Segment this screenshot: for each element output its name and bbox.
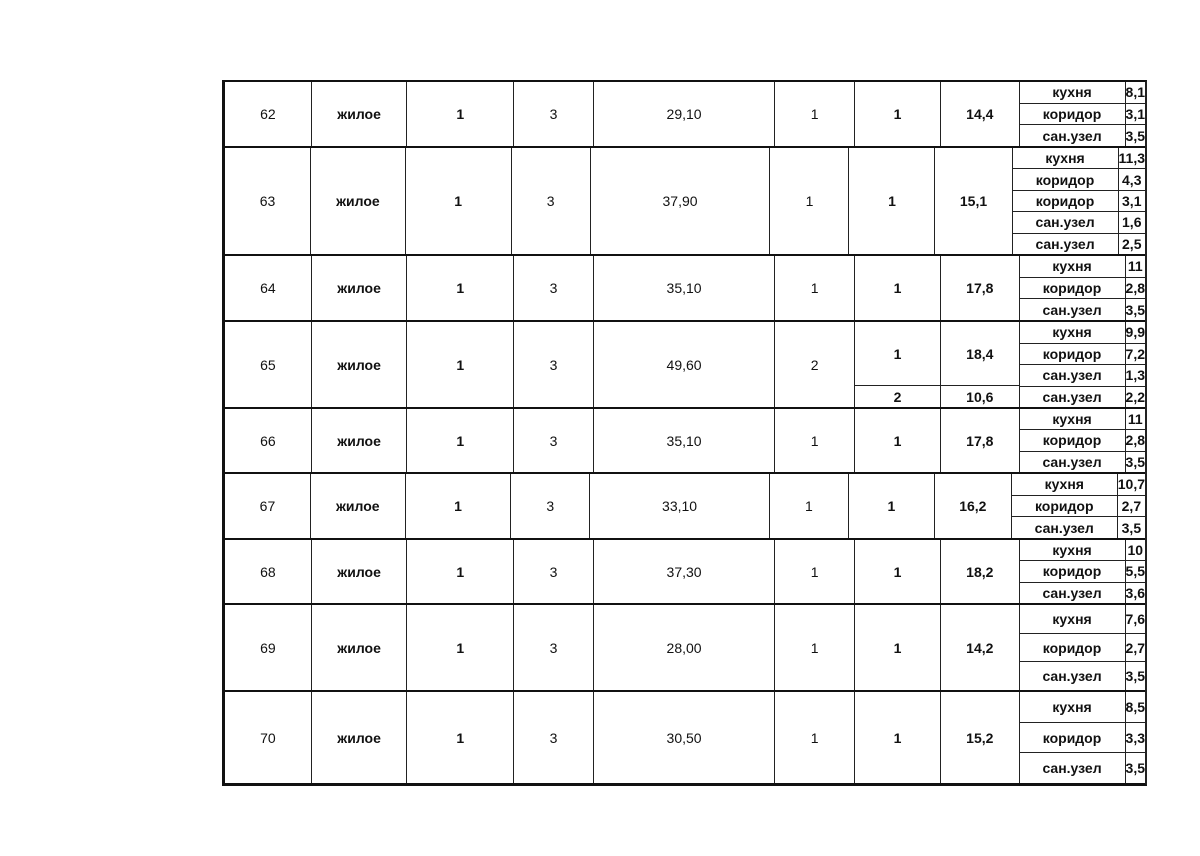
aux-name: коридор <box>1020 561 1126 581</box>
aux-area: 2,7 <box>1125 639 1145 656</box>
room-number: 1 <box>855 322 941 385</box>
unit-room-count: 1 <box>775 540 855 603</box>
aux-area: 3,1 <box>1125 106 1145 122</box>
room-area: 17,8 <box>966 432 994 449</box>
unit-total-area: 29,10 <box>594 82 775 146</box>
aux-name: сан.узел <box>1020 583 1126 603</box>
unit-k: 3 <box>514 322 594 407</box>
room-list <box>855 322 1019 407</box>
aux-list <box>1020 692 1145 783</box>
room-area: 14,4 <box>966 106 994 122</box>
aux-name: сан.узел <box>1020 452 1126 472</box>
aux-area: 10,7 <box>1117 476 1145 493</box>
premises-table <box>222 80 1147 786</box>
aux-name: кухня <box>1020 256 1126 277</box>
unit-floor: 1 <box>407 409 514 472</box>
table-row <box>225 692 1145 783</box>
table-row <box>225 256 1145 322</box>
table-row <box>225 605 1145 692</box>
aux-name: кухня <box>1020 409 1126 429</box>
aux-area: 3,5 <box>1125 760 1145 777</box>
aux-area: 11 <box>1127 258 1143 275</box>
unit-type: жилое <box>312 540 408 603</box>
room-list <box>855 256 1019 320</box>
aux-name: коридор <box>1013 169 1119 189</box>
unit-number: 62 <box>225 82 312 146</box>
room-number: 1 <box>855 605 941 690</box>
room-list <box>849 148 1012 254</box>
unit-number: 68 <box>225 540 312 603</box>
aux-name: коридор <box>1020 104 1126 125</box>
unit-type: жилое <box>312 82 408 146</box>
aux-name: сан.узел <box>1020 125 1126 146</box>
aux-area: 7,2 <box>1125 345 1145 362</box>
unit-total-area: 37,30 <box>594 540 775 603</box>
aux-list <box>1012 474 1145 538</box>
unit-k: 3 <box>514 692 594 783</box>
unit-number: 66 <box>225 409 312 472</box>
unit-floor: 1 <box>407 540 514 603</box>
table-row <box>225 474 1145 540</box>
unit-room-count: 1 <box>775 692 855 783</box>
room-number: 1 <box>855 409 941 472</box>
aux-area: 2,5 <box>1122 235 1142 252</box>
unit-total-area: 35,10 <box>594 256 775 320</box>
unit-k: 3 <box>514 256 594 320</box>
room-list <box>855 82 1019 146</box>
unit-type: жилое <box>312 409 408 472</box>
aux-name: коридор <box>1020 430 1126 450</box>
unit-room-count: 1 <box>775 409 855 472</box>
aux-area: 2,8 <box>1125 280 1145 296</box>
aux-area: 3,5 <box>1125 668 1145 685</box>
room-number: 1 <box>849 474 935 538</box>
unit-number: 63 <box>225 148 311 254</box>
aux-name: кухня <box>1020 540 1126 560</box>
aux-area: 8,1 <box>1125 84 1145 101</box>
aux-list <box>1020 409 1145 472</box>
room-list <box>855 409 1019 472</box>
unit-number: 69 <box>225 605 312 690</box>
unit-room-count: 1 <box>770 474 849 538</box>
unit-room-count: 1 <box>775 605 855 690</box>
unit-type: жилое <box>312 322 408 407</box>
aux-name: коридор <box>1012 496 1118 517</box>
unit-type: жилое <box>311 474 406 538</box>
room-area: 14,2 <box>966 639 994 656</box>
unit-number: 70 <box>225 692 312 783</box>
room-number: 1 <box>849 148 935 254</box>
aux-area: 11,3 <box>1118 150 1145 167</box>
aux-name: сан.узел <box>1013 212 1119 232</box>
unit-total-area: 37,90 <box>591 148 771 254</box>
unit-k: 3 <box>514 540 594 603</box>
unit-room-count: 2 <box>775 322 855 407</box>
aux-list <box>1020 82 1145 146</box>
aux-area: 5,5 <box>1125 563 1145 580</box>
room-number: 1 <box>855 540 941 603</box>
aux-name: коридор <box>1020 723 1126 753</box>
table-row <box>225 82 1145 148</box>
aux-name: кухня <box>1020 605 1126 633</box>
unit-total-area: 30,50 <box>594 692 775 783</box>
unit-type: жилое <box>312 692 408 783</box>
aux-area: 3,6 <box>1125 584 1145 601</box>
unit-floor: 1 <box>406 474 512 538</box>
aux-name: сан.узел <box>1020 662 1126 690</box>
aux-list <box>1020 605 1145 690</box>
aux-area: 9,9 <box>1125 324 1145 341</box>
unit-k: 3 <box>514 82 594 146</box>
room-area: 18,2 <box>966 563 994 580</box>
room-number: 1 <box>855 256 941 320</box>
room-area: 16,2 <box>959 498 987 514</box>
unit-floor: 1 <box>407 256 514 320</box>
unit-k: 3 <box>512 148 591 254</box>
unit-floor: 1 <box>406 148 512 254</box>
aux-area: 2,8 <box>1125 432 1145 449</box>
room-area: 10,6 <box>966 388 994 405</box>
room-number: 2 <box>855 386 941 407</box>
aux-area: 3,1 <box>1122 193 1142 210</box>
unit-total-area: 49,60 <box>594 322 775 407</box>
room-number: 1 <box>855 82 941 146</box>
aux-name: кухня <box>1020 692 1126 722</box>
aux-name: сан.узел <box>1020 753 1126 783</box>
aux-name: сан.узел <box>1020 299 1126 320</box>
room-area: 17,8 <box>966 280 994 296</box>
aux-area: 10 <box>1127 542 1144 559</box>
aux-name: коридор <box>1020 278 1126 299</box>
aux-name: сан.узел <box>1013 234 1119 254</box>
aux-list <box>1020 540 1145 603</box>
room-list <box>855 692 1019 783</box>
aux-area: 3,5 <box>1121 519 1142 536</box>
aux-name: кухня <box>1013 148 1119 168</box>
aux-area: 3,5 <box>1125 453 1145 470</box>
aux-name: кухня <box>1020 322 1126 343</box>
unit-total-area: 33,10 <box>590 474 770 538</box>
aux-list <box>1020 256 1145 320</box>
aux-name: сан.узел <box>1012 517 1118 538</box>
room-area: 15,2 <box>966 729 994 746</box>
table-row <box>225 540 1145 605</box>
unit-type: жилое <box>312 605 408 690</box>
unit-floor: 1 <box>407 322 514 407</box>
room-list <box>855 540 1019 603</box>
table-row <box>225 148 1145 256</box>
unit-number: 67 <box>225 474 311 538</box>
unit-total-area: 28,00 <box>594 605 775 690</box>
room-number: 1 <box>855 692 941 783</box>
aux-area: 8,5 <box>1125 698 1145 715</box>
unit-floor: 1 <box>407 82 514 146</box>
aux-name: кухня <box>1012 474 1118 495</box>
unit-type: жилое <box>311 148 406 254</box>
unit-room-count: 1 <box>775 82 855 146</box>
aux-name: коридор <box>1020 634 1126 662</box>
room-list <box>855 605 1019 690</box>
unit-floor: 1 <box>407 605 514 690</box>
table-row <box>225 409 1145 474</box>
room-area: 15,1 <box>959 193 988 209</box>
room-list <box>849 474 1012 538</box>
aux-name: кухня <box>1020 82 1126 103</box>
unit-total-area: 35,10 <box>594 409 775 472</box>
aux-name: сан.узел <box>1020 387 1126 408</box>
unit-type: жилое <box>312 256 408 320</box>
aux-area: 7,6 <box>1125 610 1145 627</box>
aux-area: 2,2 <box>1125 388 1145 405</box>
aux-list <box>1020 322 1145 407</box>
room-area: 18,4 <box>966 345 994 362</box>
unit-room-count: 1 <box>770 148 849 254</box>
unit-number: 65 <box>225 322 312 407</box>
aux-name: сан.узел <box>1020 365 1126 386</box>
unit-number: 64 <box>225 256 312 320</box>
aux-area: 3,3 <box>1125 729 1145 746</box>
aux-list <box>1013 148 1145 254</box>
unit-k: 3 <box>514 409 594 472</box>
aux-area: 1,6 <box>1122 214 1142 231</box>
aux-area: 3,5 <box>1125 127 1145 144</box>
aux-name: коридор <box>1013 191 1119 211</box>
unit-k: 3 <box>511 474 590 538</box>
table-row <box>225 322 1145 409</box>
aux-area: 1,3 <box>1125 367 1145 384</box>
unit-floor: 1 <box>407 692 514 783</box>
aux-name: коридор <box>1020 344 1126 365</box>
aux-area: 4,3 <box>1122 171 1142 188</box>
unit-room-count: 1 <box>775 256 855 320</box>
aux-area: 3,5 <box>1125 301 1145 318</box>
aux-area: 2,7 <box>1121 498 1142 514</box>
unit-k: 3 <box>514 605 594 690</box>
aux-area: 11 <box>1127 411 1143 428</box>
